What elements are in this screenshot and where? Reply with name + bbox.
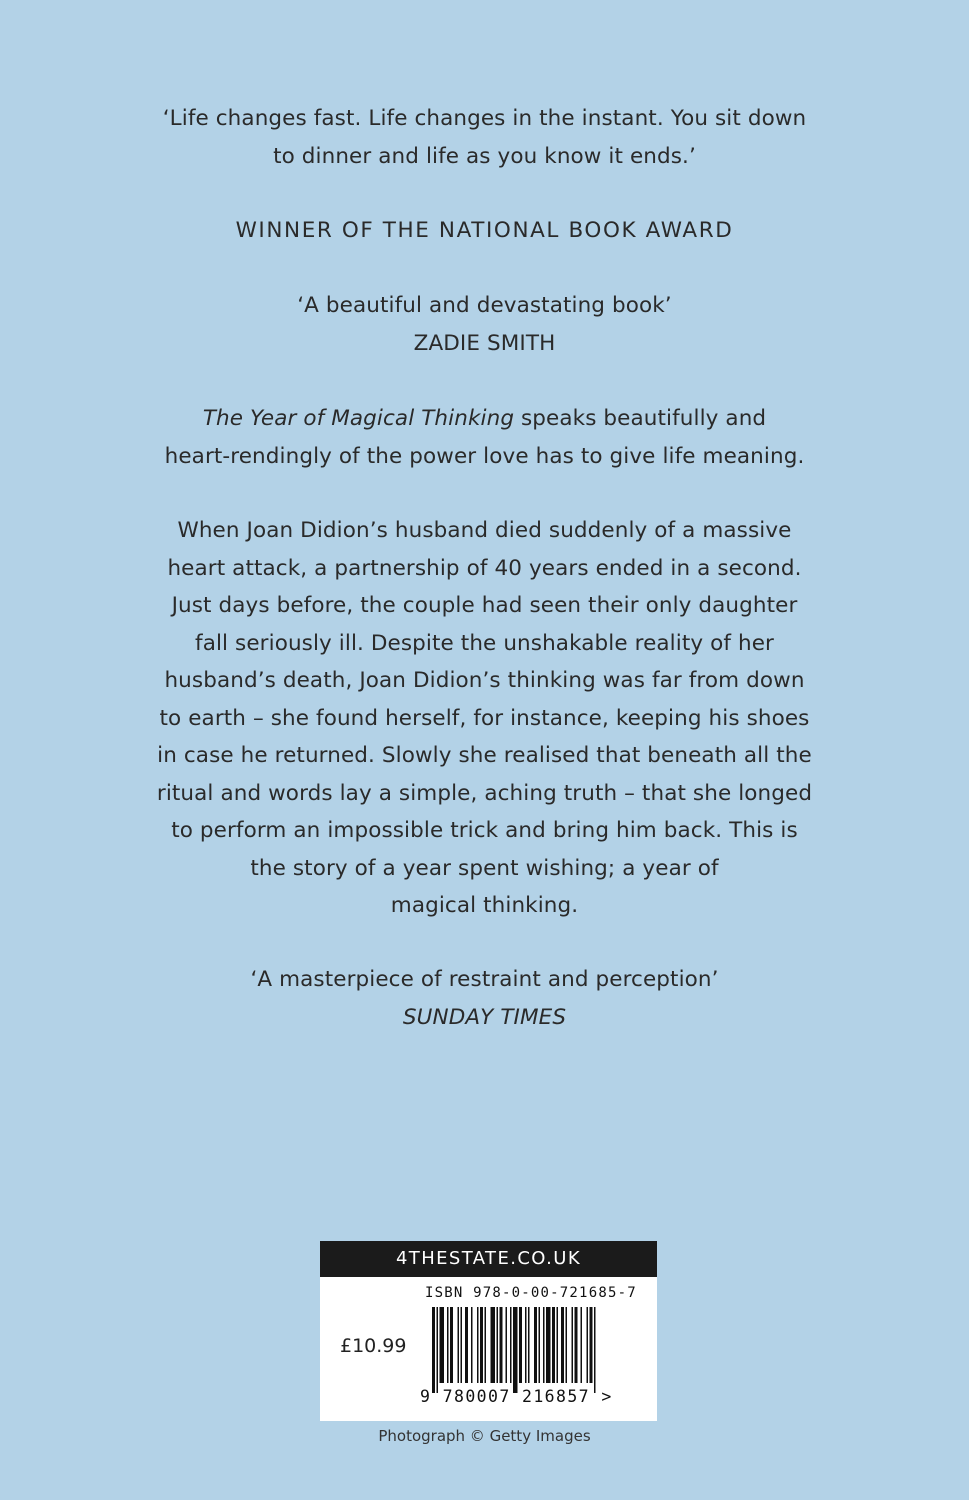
description-line: Just days before, the couple had seen their only daughter: [171, 593, 798, 618]
description-line: husband’s death, Joan Didion’s thinking was far from down: [164, 668, 805, 693]
barcode-bar: [506, 1307, 508, 1383]
barcode-bar: [572, 1307, 574, 1383]
barcode-bar: [594, 1307, 596, 1393]
description-line: When Joan Didion’s husband died suddenly of a massive: [177, 518, 792, 543]
barcode-bar: [575, 1307, 578, 1383]
award-heading: [0, 212, 969, 250]
barcode-bar: [552, 1307, 555, 1383]
description-paragraph: [0, 512, 969, 925]
award-text: WINNER OF THE NATIONAL BOOK AWARD: [235, 218, 734, 243]
barcode-bar: [477, 1307, 479, 1383]
barcode-bar: [557, 1307, 559, 1383]
barcode-bar: [432, 1307, 435, 1393]
summary-paragraph: [0, 400, 969, 475]
description-line: heart attack, a partnership of 40 years ended in a second.: [167, 555, 802, 581]
barcode-bar: [525, 1307, 527, 1383]
barcode-bar: [513, 1307, 518, 1393]
smith-attribution: ZADIE SMITH: [413, 330, 556, 356]
barcode-bar: [534, 1307, 537, 1383]
times-quote-text: ‘A masterpiece of restraint and perception’: [250, 967, 719, 992]
barcode-bar: [528, 1307, 530, 1383]
barcode-bar: [539, 1307, 541, 1383]
barcode-bar: [450, 1307, 453, 1383]
barcode-bar: [447, 1307, 449, 1383]
barcode-bar: [471, 1307, 473, 1383]
barcode-bar: [497, 1307, 499, 1383]
barcode-bar: [519, 1307, 522, 1383]
summary-line-1: [0, 400, 969, 438]
summary-line-1-rest: speaks beautifully and: [514, 406, 767, 431]
barcode-bar: [491, 1307, 496, 1383]
barcode-bar: [587, 1307, 589, 1383]
book-title: The Year of Magical Thinking: [202, 406, 515, 431]
description-line: magical thinking.: [390, 893, 579, 918]
description-line: the story of a year spent wishing; a year of: [250, 855, 719, 881]
barcode-bar: [543, 1307, 545, 1383]
opening-quote: [0, 100, 969, 175]
barcode-bar: [437, 1307, 439, 1393]
barcode-bar: [458, 1307, 460, 1383]
barcode-bar: [465, 1307, 468, 1383]
barcode-bar: [480, 1307, 483, 1383]
barcode-bar: [500, 1307, 503, 1383]
barcode-bar: [581, 1307, 583, 1383]
barcode-bars: [432, 1307, 640, 1393]
photo-credit: Photograph © Getty Images: [378, 1427, 591, 1445]
publisher-website: 4THESTATE.CO.UK: [320, 1241, 657, 1277]
opening-quote-line-2: to dinner and life as you know it ends.’: [273, 143, 696, 169]
barcode-bar: [590, 1307, 593, 1383]
isbn-number: ISBN 978-0-00-721685-7: [425, 1285, 637, 1301]
barcode-bar: [546, 1307, 551, 1383]
description-line: in case he returned. Slowly she realised that beneath all the: [157, 743, 812, 768]
opening-quote-line-1: ‘Life changes fast. Life changes in the instant. You sit down: [162, 106, 807, 131]
barcode-bar: [510, 1307, 512, 1383]
smith-quote-text: ‘A beautiful and devastating book’: [297, 293, 672, 318]
description-line: ritual and words lay a simple, aching truth – that she longed: [156, 780, 813, 806]
review-quote-times: [0, 961, 969, 1036]
description-line: fall seriously ill. Despite the unshakable reality of her: [195, 630, 774, 656]
times-attribution: SUNDAY TIMES: [402, 1004, 567, 1030]
summary-line-2: heart-rendingly of the power love has to give life meaning.: [164, 443, 805, 469]
barcode-panel: [320, 1241, 657, 1421]
barcode-bar: [440, 1307, 445, 1383]
description-line: to perform an impossible trick and bring him back. This is: [171, 818, 798, 843]
barcode-bar: [566, 1307, 568, 1383]
barcode-bar: [561, 1307, 564, 1383]
description-line: to earth – she found herself, for instance, keeping his shoes: [159, 705, 810, 731]
barcode-digits: 9 780007 216857 >: [420, 1387, 613, 1406]
review-quote-smith: [0, 287, 969, 362]
price-label: £10.99: [340, 1335, 407, 1357]
barcode-bar: [485, 1307, 487, 1383]
barcode-bar: [461, 1307, 463, 1383]
